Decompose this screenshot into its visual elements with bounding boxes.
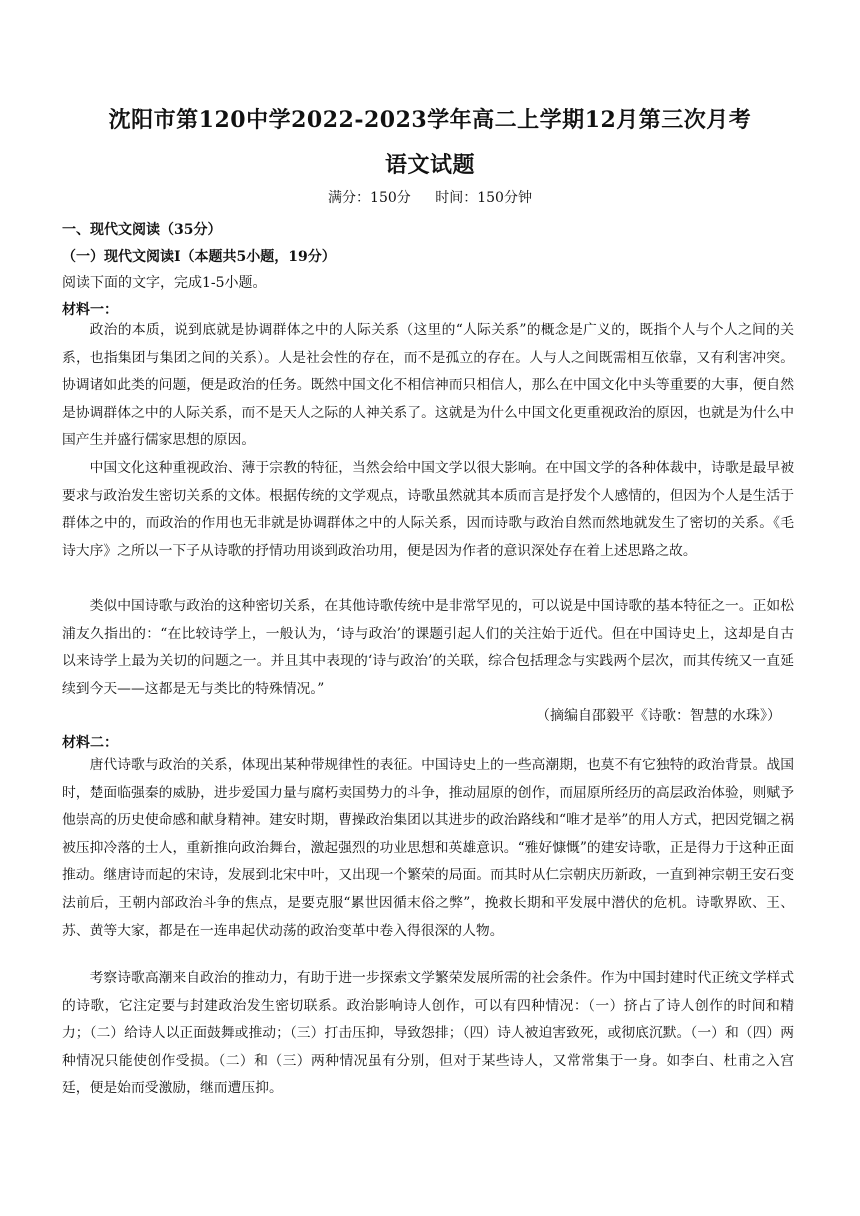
exam-subtitle: 语文试题 bbox=[384, 152, 475, 178]
material-one-paragraph: 类似中国诗歌与政治的这种密切关系，在其他诗歌传统中是非常罕见的，可以说是中国诗歌的基本特征之一。正如松浦友久指出的：“在比较诗学上，一般认为，‘诗与政治’的课题引起人们的关注始于近代。但在中国诗史上，这却是自古以来诗学上最为关切的问题之一。并且其中表现的‘诗与政治’的关联，综合包括理念与实践两个层次，而其传统又一直延续到今天——这都是无与类比的特殊情况。” bbox=[62, 598, 794, 697]
material-one-paragraph: 中国文化这种重视政治、薄于宗教的特征，当然会给中国文学以很大影响。在中国文学的各种体裁中，诗歌是最早被要求与政治发生密切关系的文体。根据传统的文学观点，诗歌虽然就其本质而言是抒发个人感情的，但因为个人是生活于群体之中的，而政治的作用也无非就是协调群体之中的人际关系，因而诗歌与政治自然而然地就发生了密切的关系。《毛诗大序》之所以一下子从诗歌的抒情功用谈到政治功用，便是因为作者的意识深处存在着上述思路之故。 bbox=[62, 460, 794, 559]
exam-meta bbox=[0, 187, 860, 207]
reading-instruction: 阅读下面的文字，完成1-5小题。 bbox=[62, 275, 267, 291]
material-one-label: 材料一： bbox=[62, 302, 118, 318]
sub-section-heading: （一）现代文阅读Ⅰ（本题共5小题，19分） bbox=[62, 249, 336, 265]
material-one-paragraph: 政治的本质，说到底就是协调群体之中的人际关系（这里的“人际关系”的概念是广义的，既指个人与个人之间的关系，也指集团与集团之间的关系）。人是社会性的存在，而不是孤立的存在。人与人之间既需相互依靠，又有利害冲突。协调诸如此类的问题，便是政治的任务。既然中国文化不相信神而只相信人，那么在中国文化中头等重要的大事，便自然是协调群体之中的人际关系，而不是天人之际的人神关系了。这就是为什么中国文化更重视政治的原因，也就是为什么中国产生并盛行儒家思想的原因。 bbox=[62, 322, 794, 449]
full-score: 满分：150分 bbox=[328, 190, 411, 206]
material-two-paragraph: 考察诗歌高潮来自政治的推动力，有助于进一步探索文学繁荣发展所需的社会条件。作为中国封建时代正统文学样式的诗歌，它注定要与封建政治发生密切联系。政治影响诗人创作，可以有四种情况：（一）挤占了诗人创作的时间和精力；（二）给诗人以正面鼓舞或推动；（三）打击压抑，导致怨排；（四）诗人被迫害致死，或彻底沉默。（一）和（四）两种情况只能使创作受损。（二）和（三）两种情况虽有分别，但对于某些诗人，又常常集于一身。如李白、杜甫之入宫廷，便是始而受激励，继而遭压抑。 bbox=[62, 970, 794, 1097]
material-one-source: （摘编自邵毅平《诗歌：智慧的水珠》） bbox=[536, 708, 781, 724]
exam-time: 时间：150分钟 bbox=[435, 190, 532, 206]
material-two-label: 材料二： bbox=[62, 735, 118, 751]
material-two-paragraph: 唐代诗歌与政治的关系，体现出某种带规律性的表征。中国诗史上的一些高潮期，也莫不有它独特的政治背景。战国时，楚面临强秦的威胁，进步爱国力量与腐朽卖国势力的斗争，推动屈原的创作，而屈原所经历的高层政治体验，则赋予他崇高的历史使命感和献身精神。建安时期，曹操政治集团以其进步的政治路线和“唯才是举”的用人方式，把因党锢之祸被压抑冷落的士人，重新推向政治舞台，激起强烈的功业思想和英雄意识。“雅好慷慨”的建安诗歌，正是得力于这种正面推动。继唐诗而起的宋诗，发展到北宋中叶，又出现一个繁荣的局面。而其时从仁宗朝庆历新政，一直到神宗朝王安石变法前后，王朝内部政治斗争的焦点，是要克服“累世因循末俗之弊”，挽救长期和平发展中潜伏的危机。诗歌界欧、王、苏、黄等大家，都是在一连串起伏动荡的政治变革中卷入得很深的人物。 bbox=[62, 757, 794, 939]
exam-title: 沈阳市第120中学2022-2023学年高二上学期12月第三次月考 bbox=[108, 107, 752, 133]
section-heading: 一、现代文阅读（35分） bbox=[62, 222, 222, 238]
